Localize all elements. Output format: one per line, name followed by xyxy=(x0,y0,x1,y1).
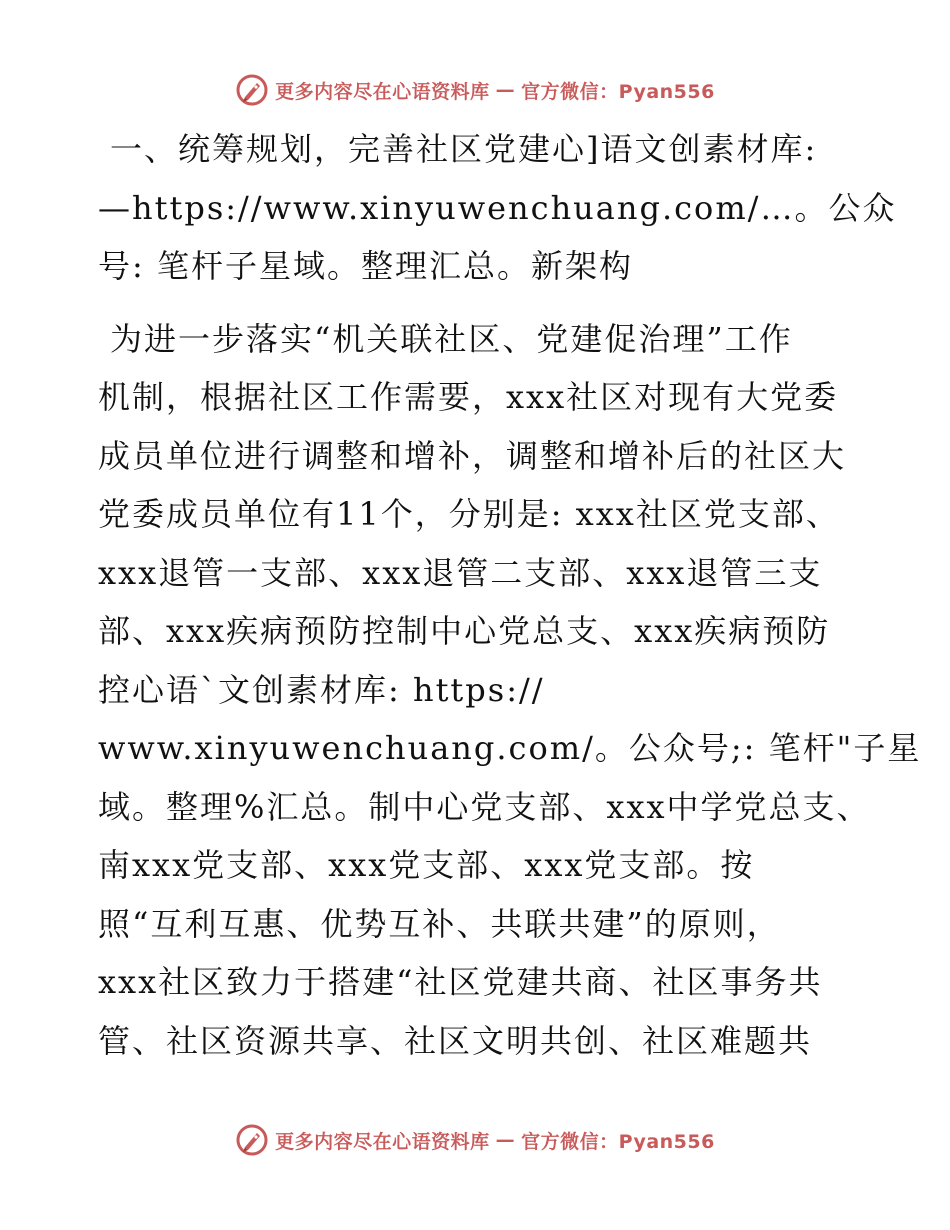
paragraph-line: 成员单位进行调整和增补，调整和增补后的社区大 xyxy=(98,436,847,475)
heading-line: 一、统筹规划，完善社区党建心]语文创素材库: xyxy=(110,130,818,168)
watermark-brand-text: 更多内容尽在心语资料库 xyxy=(275,1130,490,1153)
paragraph-line: 机制，根据社区工作需要，xxx社区对现有大党委 xyxy=(98,378,839,416)
body-paragraph xyxy=(98,310,922,1071)
heading-line: 号: 笔杆子星域。整理汇总。新架构 xyxy=(98,247,633,285)
paragraph-line: 党委成员单位有11个，分别是: xxx社区党支部、 xyxy=(98,495,840,533)
paragraph-line: 部、xxx疾病预防控制中心党总支、xxx疾病预防 xyxy=(98,612,831,650)
paragraph-line: 控心语`文创素材库: https:// xyxy=(98,670,545,709)
watermark-separator: — xyxy=(495,79,516,101)
pen-nib-logo-icon xyxy=(235,73,269,107)
header-watermark xyxy=(0,70,950,110)
paragraph-line: xxx社区致力于搭建“社区党建共商、社区事务共 xyxy=(98,963,823,1001)
heading-line: —https://www.xinyuwenchuang.com/…。公众 xyxy=(98,188,897,227)
watermark-brand-text: 更多内容尽在心语资料库 xyxy=(275,80,490,103)
section-heading xyxy=(98,120,897,296)
watermark-account-text: 官方微信：Pyan556 xyxy=(521,1130,715,1153)
paragraph-line: www.xinyuwenchuang.com/。公众号;: 笔杆"子星 xyxy=(98,729,922,767)
watermark-separator: — xyxy=(495,1129,516,1151)
footer-watermark xyxy=(0,1120,950,1160)
paragraph-gap xyxy=(98,296,868,310)
paragraph-line: 为进一步落实“机关联社区、党建促治理”工作 xyxy=(110,319,793,358)
paragraph-line: xxx退管一支部、xxx退管二支部、xxx退管三支 xyxy=(98,553,823,592)
paragraph-line: 南xxx党支部、xxx党支部、xxx党支部。按 xyxy=(98,846,755,884)
document-body xyxy=(98,120,922,1070)
paragraph-line: 管、社区资源共享、社区文明共创、社区难题共 xyxy=(98,1021,813,1060)
paragraph-line: 照“互利互惠、优势互补、共联共建”的原则， xyxy=(98,904,781,943)
pen-nib-logo-icon xyxy=(235,1123,269,1157)
paragraph-line: 域。整理%汇总。制中心党支部、xxx中学党总支、 xyxy=(98,787,871,826)
watermark-account-text: 官方微信：Pyan556 xyxy=(521,80,715,103)
